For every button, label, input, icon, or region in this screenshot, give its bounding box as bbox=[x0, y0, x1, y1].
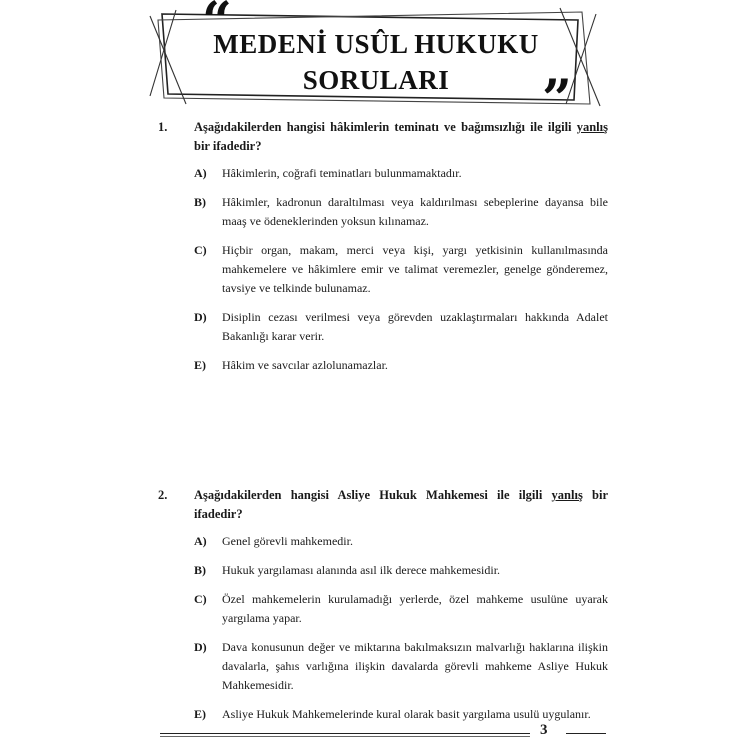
options-list bbox=[194, 164, 608, 375]
question-number: 1. bbox=[158, 120, 168, 134]
title-line-2: SORULARI bbox=[302, 65, 450, 95]
option-b: B) Hâkimler, kadronun daraltılması veya kaldırılması sebeplerine dayansa bile maaş ve ödeneklerinden yoksun kılınamaz. bbox=[194, 195, 608, 228]
question-2 bbox=[158, 486, 608, 734]
options-list bbox=[194, 532, 608, 724]
option-c: C) Özel mahkemelerin kurulamadığı yerlerde, özel mahkeme usulüne uyarak yargılama yapar. bbox=[194, 592, 608, 625]
footer-rule bbox=[160, 733, 530, 734]
option-c: C) Hiçbir organ, makam, merci veya kişi, yargı yetkisinin kullanılmasında mahkemelere ve hâkimlere emir ve talimat veremezler, genelge gönderemez, tavsiye ve telkinde bulunamaz. bbox=[194, 243, 608, 295]
title-line-1: MEDENİ USÛL HUKUKU bbox=[213, 29, 539, 59]
page-number: 3 bbox=[540, 722, 548, 738]
question-1 bbox=[158, 118, 608, 385]
option-e: E) Asliye Hukuk Mahkemelerinde kural olarak basit yargılama usulü uygulanır. bbox=[194, 707, 591, 721]
emphasis-word: yanlış bbox=[551, 488, 583, 502]
question-text: Aşağıdakilerden hangisi hâkimlerin teminatı ve bağımsızlığı ile ilgili yanlış bir ifadedir? bbox=[194, 120, 608, 153]
question-number: 2. bbox=[158, 488, 168, 502]
quote-open-glyph: “ bbox=[202, 0, 232, 52]
question-text: Aşağıdakilerden hangisi Asliye Hukuk Mahkemesi ile ilgili yanlış bir ifadedir? bbox=[194, 488, 608, 521]
emphasis-word: yanlış bbox=[576, 120, 608, 134]
quote-close-glyph: ” bbox=[542, 69, 572, 130]
page-title bbox=[196, 26, 556, 98]
option-a: A) Genel görevli mahkemedir. bbox=[194, 534, 353, 548]
footer-rule-thin bbox=[160, 736, 530, 737]
option-a: A) Hâkimlerin, coğrafi teminatları bulunmamaktadır. bbox=[194, 166, 462, 180]
footer-rule-right bbox=[566, 733, 606, 734]
option-b: B) Hukuk yargılaması alanında asıl ilk derece mahkemesidir. bbox=[194, 563, 501, 577]
option-e: E) Hâkim ve savcılar azlolunamazlar. bbox=[194, 358, 388, 372]
option-d: D) Disiplin cezası verilmesi veya görevden uzaklaştırmaları hakkında Adalet Bakanlığı karar verir. bbox=[194, 310, 608, 343]
option-d: D) Dava konusunun değer ve miktarına bakılmaksızın malvarlığı haklarına ilişkin davalarla, şahıs varlığına ilişkin davalarda görevli mahkeme Asliye Hukuk Mahkemesidir. bbox=[194, 640, 608, 692]
